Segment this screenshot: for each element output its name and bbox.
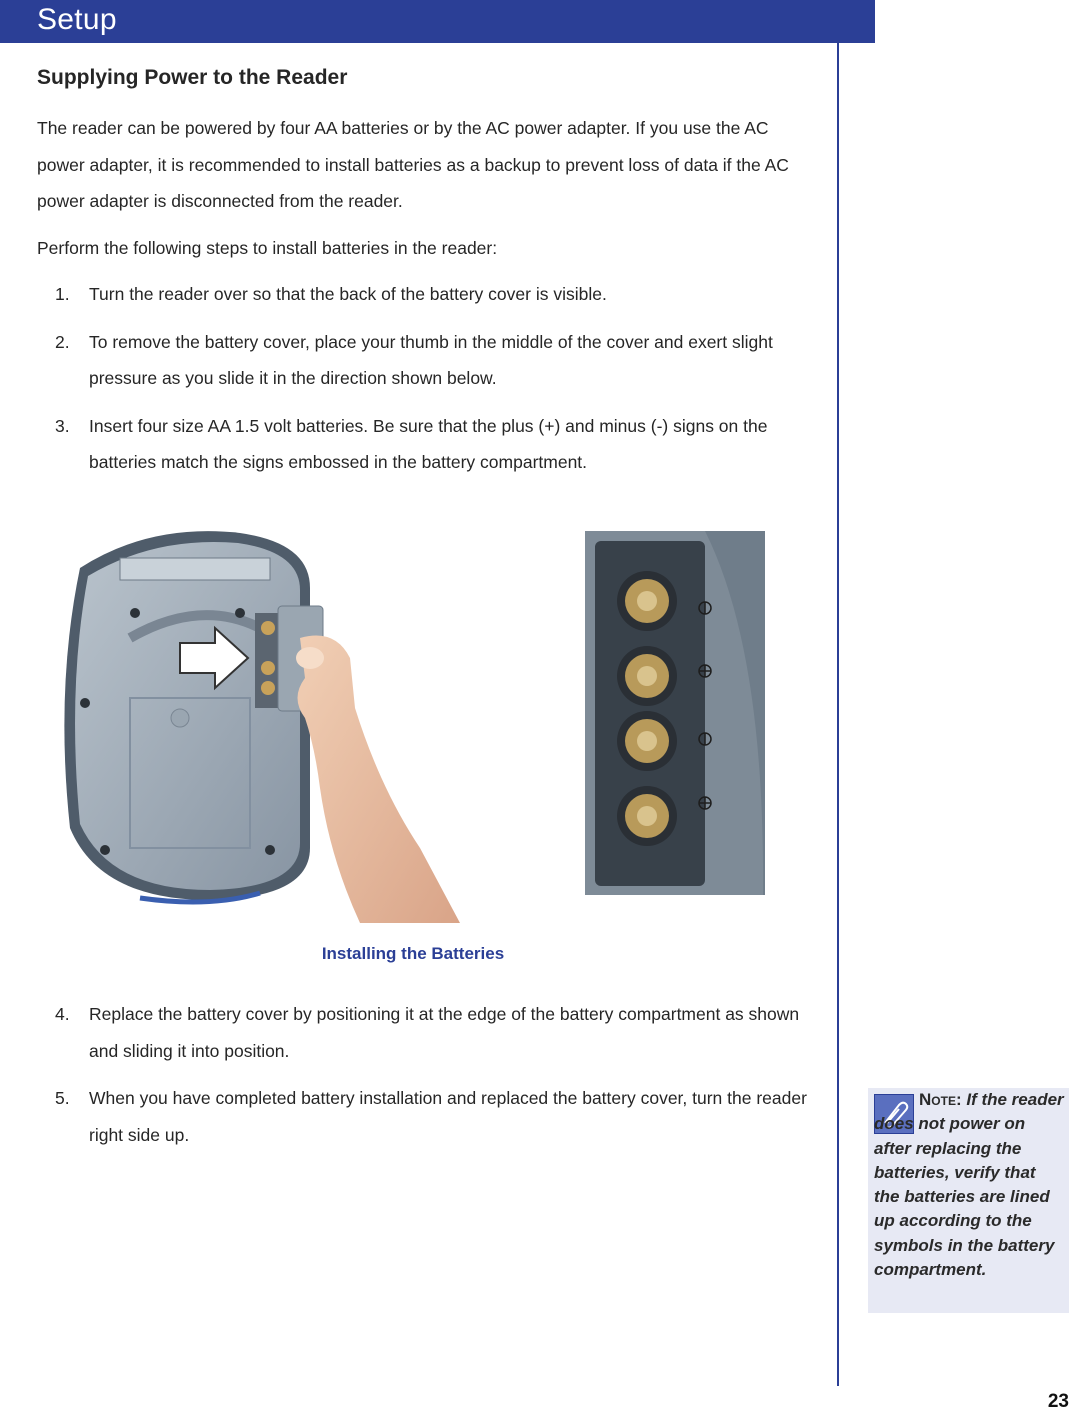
steps-list-2-wrapper: [37, 996, 807, 1164]
section-header-bar: [0, 0, 875, 43]
step-4: 4. Replace the battery cover by positioning it at the edge of the battery compartment as shown and sliding it into position.: [55, 1004, 800, 1061]
note-text-block: [874, 1088, 1064, 1282]
intro-paragraph: The reader can be powered by four AA batteries or by the AC power adapter. If you use the AC power adapter, it is recommended to install batteries as a backup to prevent loss of data if the AC power adapter is disconnected from the reader.: [37, 118, 789, 211]
step-3: 3. Insert four size AA 1.5 volt batteries. Be sure that the plus (+) and minus (-) signs on the batteries match the signs embossed in the battery compartment.: [55, 415, 768, 472]
step-2: 2. To remove the battery cover, place your thumb in the middle of the cover and exert slight pressure as you slide it in the direction shown below.: [55, 331, 773, 388]
steps-list-2: [37, 996, 807, 1153]
section-title: Setup: [37, 3, 117, 36]
reader-back-photo: [60, 528, 470, 923]
figure-caption: Installing the Batteries: [321, 944, 505, 963]
page-title: Supplying Power to the Reader: [37, 66, 348, 89]
note-body: If the reader does not power on after replacing the batteries, verify that the batteries are lined up according to the symbols in the battery compartment.: [874, 1090, 1064, 1280]
main-content: [37, 66, 797, 492]
step-1: 1. Turn the reader over so that the back of the battery cover is visible.: [55, 284, 607, 304]
note-label: Note:: [919, 1090, 962, 1109]
battery-compartment-photo: [585, 531, 765, 895]
step-5: 5. When you have completed battery installation and replaced the battery cover, turn the reader right side up.: [55, 1088, 807, 1145]
note-box: [868, 1088, 1069, 1313]
steps-list-1: [37, 276, 797, 481]
page-number: 23: [1047, 1391, 1069, 1412]
sidebar-divider: [837, 43, 839, 1386]
steps-intro: Perform the following steps to install batteries in the reader:: [37, 237, 498, 258]
